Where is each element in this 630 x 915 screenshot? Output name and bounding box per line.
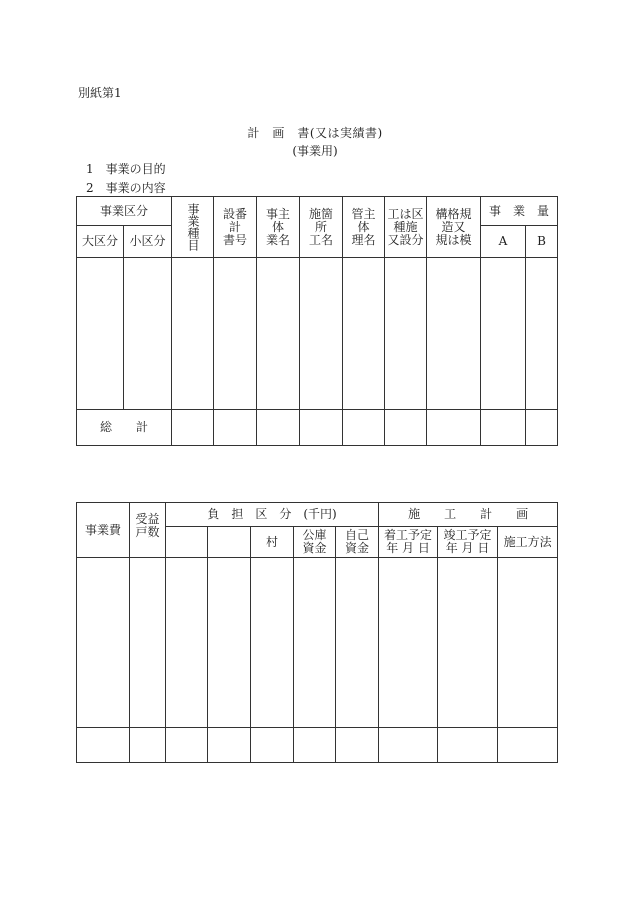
data-cell: [172, 410, 214, 446]
data-cell: [300, 410, 343, 446]
project-cost-table: [76, 502, 558, 763]
header-jiko-shikin: 自己 資金: [336, 527, 379, 558]
data-cell: [214, 410, 257, 446]
data-cell: [336, 728, 379, 763]
data-cell: [124, 258, 172, 410]
header-koko-shikin: 公庫 資金: [294, 527, 336, 558]
header-jigyo-kubun: 事業区分: [77, 197, 172, 226]
data-cell: [526, 258, 558, 410]
data-cell: [300, 258, 343, 410]
header-shiko-hoho: 施工方法: [498, 527, 558, 558]
header-kozo-kikaku: 構格規 造又 規は模: [427, 197, 481, 258]
header-shiko-kasho: 施箇 所 工名: [300, 197, 343, 258]
header-a: A: [481, 226, 526, 258]
table-row: [77, 258, 558, 410]
data-cell: [481, 410, 526, 446]
header-dai-kubun: 大区分: [77, 226, 124, 258]
header-mura: 村: [251, 527, 294, 558]
header-jigyohi: 事業費: [77, 503, 130, 558]
data-cell: [130, 558, 166, 728]
data-cell: [208, 558, 251, 728]
blank-header-cell: [208, 527, 251, 558]
data-cell: [427, 258, 481, 410]
header-jigyoryo: 事 業 量: [481, 197, 558, 226]
data-cell: [343, 258, 385, 410]
data-cell: [294, 728, 336, 763]
header-shiko-keikaku: 施 工 計 画: [379, 503, 558, 527]
project-content-table: [76, 196, 558, 446]
data-cell: [343, 410, 385, 446]
data-cell: [214, 258, 257, 410]
data-cell: [427, 410, 481, 446]
data-cell: [208, 728, 251, 763]
header-kubun: 工は区 種施 又設分: [385, 197, 427, 258]
data-cell: [385, 258, 427, 410]
data-cell: [481, 258, 526, 410]
data-cell: [438, 558, 498, 728]
data-cell: [379, 728, 438, 763]
header-kanri-shutai: 管主 体 理名: [343, 197, 385, 258]
data-cell: [498, 728, 558, 763]
data-cell: [498, 558, 558, 728]
data-cell: [77, 258, 124, 410]
blank-header-cell: [166, 527, 208, 558]
data-cell: [166, 728, 208, 763]
header-futan-kubun: 負 担 区 分 (千円): [166, 503, 379, 527]
header-shunko-yotei: 竣工予定 年 月 日: [438, 527, 498, 558]
data-cell: [251, 728, 294, 763]
data-cell: [166, 558, 208, 728]
data-cell: [336, 558, 379, 728]
header-sekkei-bango: 設番 計 書号: [214, 197, 257, 258]
header-sho-kubun: 小区分: [124, 226, 172, 258]
data-cell: [379, 558, 438, 728]
header-b: B: [526, 226, 558, 258]
total-row: [77, 728, 558, 763]
data-cell: [77, 728, 130, 763]
section-item-content: 2 事業の内容: [86, 181, 166, 195]
data-cell: [438, 728, 498, 763]
data-cell: [257, 258, 300, 410]
data-cell: [385, 410, 427, 446]
data-cell: [251, 558, 294, 728]
data-cell: [172, 258, 214, 410]
total-row: [77, 410, 558, 446]
document-subtitle: (事業用): [292, 144, 338, 158]
header-chakko-yotei: 着工予定 年 月 日: [379, 527, 438, 558]
data-cell: [526, 410, 558, 446]
attachment-label: 別紙第1: [78, 86, 122, 100]
total-label: 総 計: [77, 410, 172, 446]
header-jigyo-shutai: 事主 体 業名: [257, 197, 300, 258]
data-cell: [130, 728, 166, 763]
header-jueki-kosu: 受益 戸数: [130, 503, 166, 558]
data-cell: [294, 558, 336, 728]
header-jigyo-shumoku: 事業種目: [172, 197, 214, 258]
table-row: [77, 558, 558, 728]
section-item-purpose: 1 事業の目的: [86, 162, 166, 176]
data-cell: [257, 410, 300, 446]
data-cell: [77, 558, 130, 728]
document-title: 計 画 書(又は実績書): [247, 126, 383, 140]
